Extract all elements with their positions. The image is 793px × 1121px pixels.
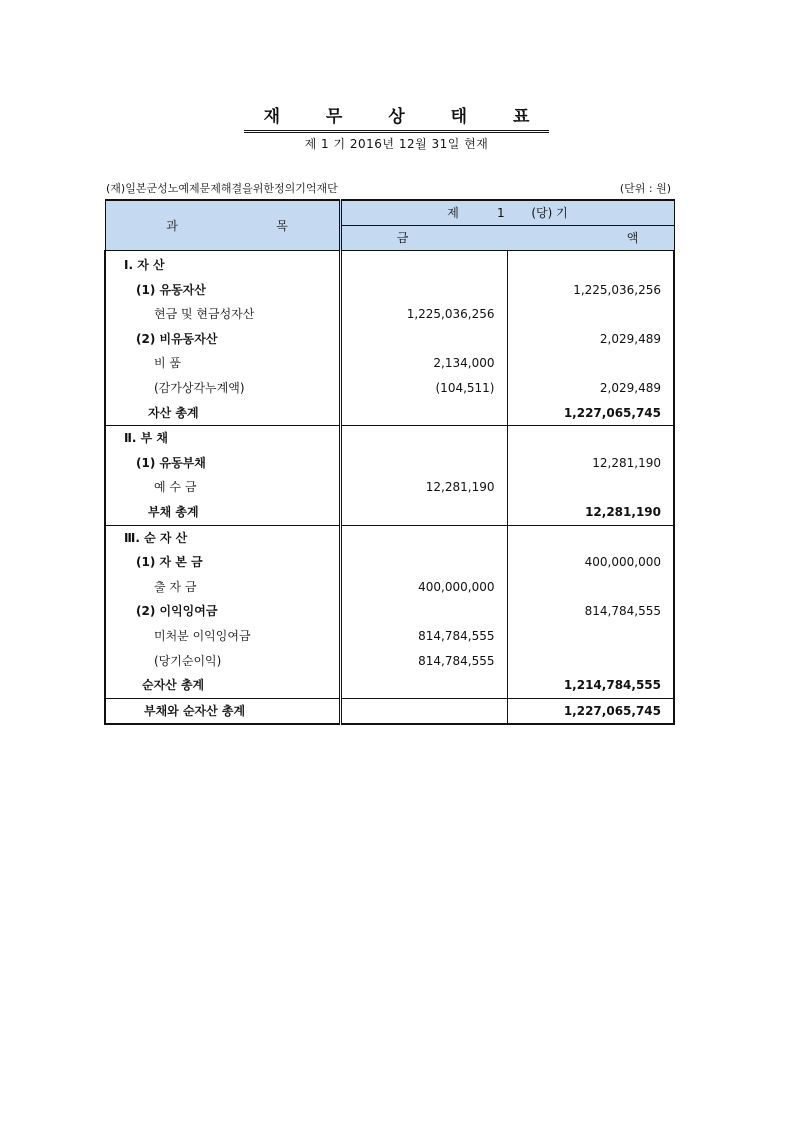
- row-label: (1) 유동자산: [105, 278, 340, 303]
- row-total: [507, 302, 674, 327]
- row-label: (2) 비유동자산: [105, 327, 340, 352]
- row-detail: 2,134,000: [340, 351, 507, 376]
- table-row: [105, 475, 674, 500]
- row-detail: 814,784,555: [340, 624, 507, 649]
- row-label: 순자산 총계: [105, 673, 340, 698]
- row-detail: [340, 599, 507, 624]
- row-label: (1) 유동부채: [105, 451, 340, 476]
- row-label: (1) 자 본 금: [105, 550, 340, 575]
- document-title: 재 무 상 태 표: [0, 102, 793, 133]
- row-detail: (104,511): [340, 376, 507, 401]
- row-total: [507, 426, 674, 451]
- subject-header: 과 목: [105, 200, 340, 251]
- row-total: [507, 351, 674, 376]
- row-detail: [340, 401, 507, 426]
- row-detail: [340, 278, 507, 303]
- row-label: Ⅰ. 자 산: [105, 251, 340, 278]
- row-label: 비 품: [105, 351, 340, 376]
- row-total: [507, 251, 674, 278]
- row-detail: [340, 698, 507, 724]
- row-label: 부채 총계: [105, 500, 340, 525]
- row-detail: 814,784,555: [340, 649, 507, 674]
- table-row: [105, 451, 674, 476]
- row-detail: 12,281,190: [340, 475, 507, 500]
- table-row: [105, 376, 674, 401]
- row-detail: [340, 500, 507, 525]
- row-detail: 1,225,036,256: [340, 302, 507, 327]
- period-subtitle: 제 1 기 2016년 12월 31일 현재: [304, 137, 489, 151]
- row-label: 예 수 금: [105, 475, 340, 500]
- table-row: [105, 302, 674, 327]
- row-detail: [340, 673, 507, 698]
- table-row: [105, 278, 674, 303]
- row-detail: [340, 251, 507, 278]
- row-total: 1,225,036,256: [507, 278, 674, 303]
- row-label: Ⅲ. 순 자 산: [105, 525, 340, 550]
- table-row: [105, 351, 674, 376]
- row-detail: [340, 426, 507, 451]
- row-detail: [340, 451, 507, 476]
- table-row: [105, 500, 674, 525]
- table-row: [105, 673, 674, 698]
- row-total: 2,029,489: [507, 376, 674, 401]
- row-total: [507, 649, 674, 674]
- period-header: 제 1 (당) 기: [340, 200, 674, 226]
- organization-name: (재)일본군성노예제문제해결을위한정의기억재단: [106, 182, 338, 195]
- row-total: [507, 525, 674, 550]
- table-row: [105, 525, 674, 550]
- row-label: (당기순이익): [105, 649, 340, 674]
- row-total: [507, 475, 674, 500]
- row-label: (감가상각누계액): [105, 376, 340, 401]
- unit-label: (단위 : 원): [619, 182, 671, 195]
- row-label: (2) 이익잉여금: [105, 599, 340, 624]
- row-label: 현금 및 현금성자산: [105, 302, 340, 327]
- row-label: 부채와 순자산 총계: [105, 698, 340, 724]
- row-detail: [340, 525, 507, 550]
- row-total: 12,281,190: [507, 500, 674, 525]
- row-detail: [340, 327, 507, 352]
- row-label: 자산 총계: [105, 401, 340, 426]
- table-row: [105, 550, 674, 575]
- row-detail: [340, 550, 507, 575]
- row-label: 출 자 금: [105, 575, 340, 600]
- table-row: [105, 698, 674, 724]
- table-row: [105, 251, 674, 278]
- row-total: [507, 624, 674, 649]
- row-total: 814,784,555: [507, 599, 674, 624]
- row-total: 1,214,784,555: [507, 673, 674, 698]
- table-row: [105, 649, 674, 674]
- row-total: 400,000,000: [507, 550, 674, 575]
- row-total: 12,281,190: [507, 451, 674, 476]
- table-row: [105, 327, 674, 352]
- row-total: 1,227,065,745: [507, 401, 674, 426]
- balance-sheet-table: [104, 199, 675, 725]
- table-row: [105, 426, 674, 451]
- table-row: [105, 624, 674, 649]
- table-row: [105, 575, 674, 600]
- row-total: 1,227,065,745: [507, 698, 674, 724]
- row-detail: 400,000,000: [340, 575, 507, 600]
- row-total: 2,029,489: [507, 327, 674, 352]
- amount-header: 금 액: [340, 226, 674, 251]
- row-label: 미처분 이익잉여금: [105, 624, 340, 649]
- table-row: [105, 599, 674, 624]
- table-row: [105, 401, 674, 426]
- row-label: Ⅱ. 부 채: [105, 426, 340, 451]
- row-total: [507, 575, 674, 600]
